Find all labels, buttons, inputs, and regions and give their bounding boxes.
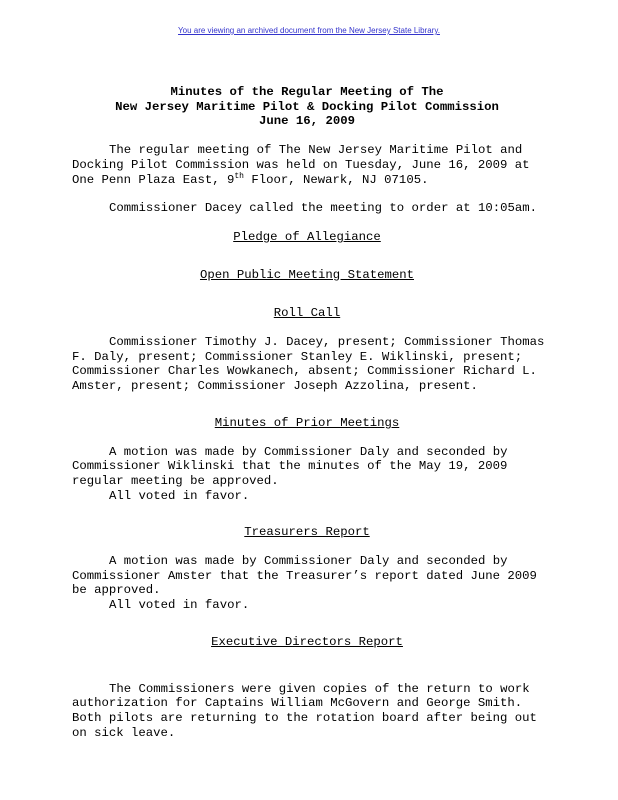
roll-call-line-2: F. Daly, present; Commissioner Stanley E. Wiklinski, present; xyxy=(72,349,523,364)
intro-line-2: Docking Pilot Commission was held on Tuesday, June 16, 2009 at xyxy=(72,157,530,172)
heading-treasurers: Treasurers Report xyxy=(244,525,370,540)
treasurers-line-1: A motion was made by Commissioner Daly and seconded by xyxy=(109,554,508,569)
heading-open-meeting: Open Public Meeting Statement xyxy=(199,267,414,282)
roll-call-line-1: Commissioner Timothy J. Dacey, present; Commissioner Thomas xyxy=(109,335,545,350)
executive-line-4: on sick leave. xyxy=(72,725,176,740)
treasurers-line-3: be approved. xyxy=(72,583,161,598)
intro-line-1: The regular meeting of The New Jersey Maritime Pilot and xyxy=(109,143,523,158)
minutes-line-2: Commissioner Wiklinski that the minutes of the May 19, 2009 xyxy=(72,459,508,474)
treasurers-vote: All voted in favor. xyxy=(109,598,250,613)
minutes-vote: All voted in favor. xyxy=(109,488,250,503)
executive-line-3: Both pilots are returning to the rotation board after being out xyxy=(72,710,537,725)
intro-line-3-sup: th xyxy=(234,171,244,181)
roll-call-line-4: Amster, present; Commissioner Joseph Azzolina, present. xyxy=(72,379,478,394)
minutes-line-3: regular meeting be approved. xyxy=(72,473,279,488)
minutes-line-1: A motion was made by Commissioner Daly and seconded by xyxy=(109,444,508,459)
title-line-2: New Jersey Maritime Pilot & Docking Pilot Commission xyxy=(115,99,499,114)
document-page xyxy=(72,85,545,740)
archive-banner-link[interactable]: You are viewing an archived document from the New Jersey State Library. xyxy=(178,26,440,35)
document-title xyxy=(72,85,542,129)
roll-call-paragraph xyxy=(72,335,545,394)
intro-line-3-a: One Penn Plaza East, 9 xyxy=(72,172,235,187)
heading-pledge: Pledge of Allegiance xyxy=(233,229,381,244)
intro-line-3-b: Floor, Newark, NJ 07105. xyxy=(243,172,429,187)
minutes-paragraph xyxy=(72,445,542,504)
heading-minutes: Minutes of Prior Meetings xyxy=(214,415,400,430)
executive-line-2: authorization for Captains William McGovern and George Smith. xyxy=(72,696,523,711)
intro-line-3 xyxy=(72,173,542,188)
roll-call-line-3: Commissioner Charles Wowkanech, absent; Commissioner Richard L. xyxy=(72,364,537,379)
treasurers-paragraph xyxy=(72,554,542,613)
executive-paragraph xyxy=(72,682,542,741)
call-to-order: Commissioner Dacey called the meeting to order at 10:05am. xyxy=(109,201,538,216)
treasurers-line-2: Commissioner Amster that the Treasurer’s report dated June 2009 xyxy=(72,568,537,583)
title-line-1: Minutes of the Regular Meeting of The xyxy=(170,85,444,99)
title-line-3: June 16, 2009 xyxy=(259,114,355,129)
executive-line-1: The Commissioners were given copies of the return to work xyxy=(109,681,530,696)
heading-executive: Executive Directors Report xyxy=(211,634,403,649)
heading-roll-call: Roll Call xyxy=(273,306,341,321)
intro-paragraph xyxy=(72,143,542,187)
